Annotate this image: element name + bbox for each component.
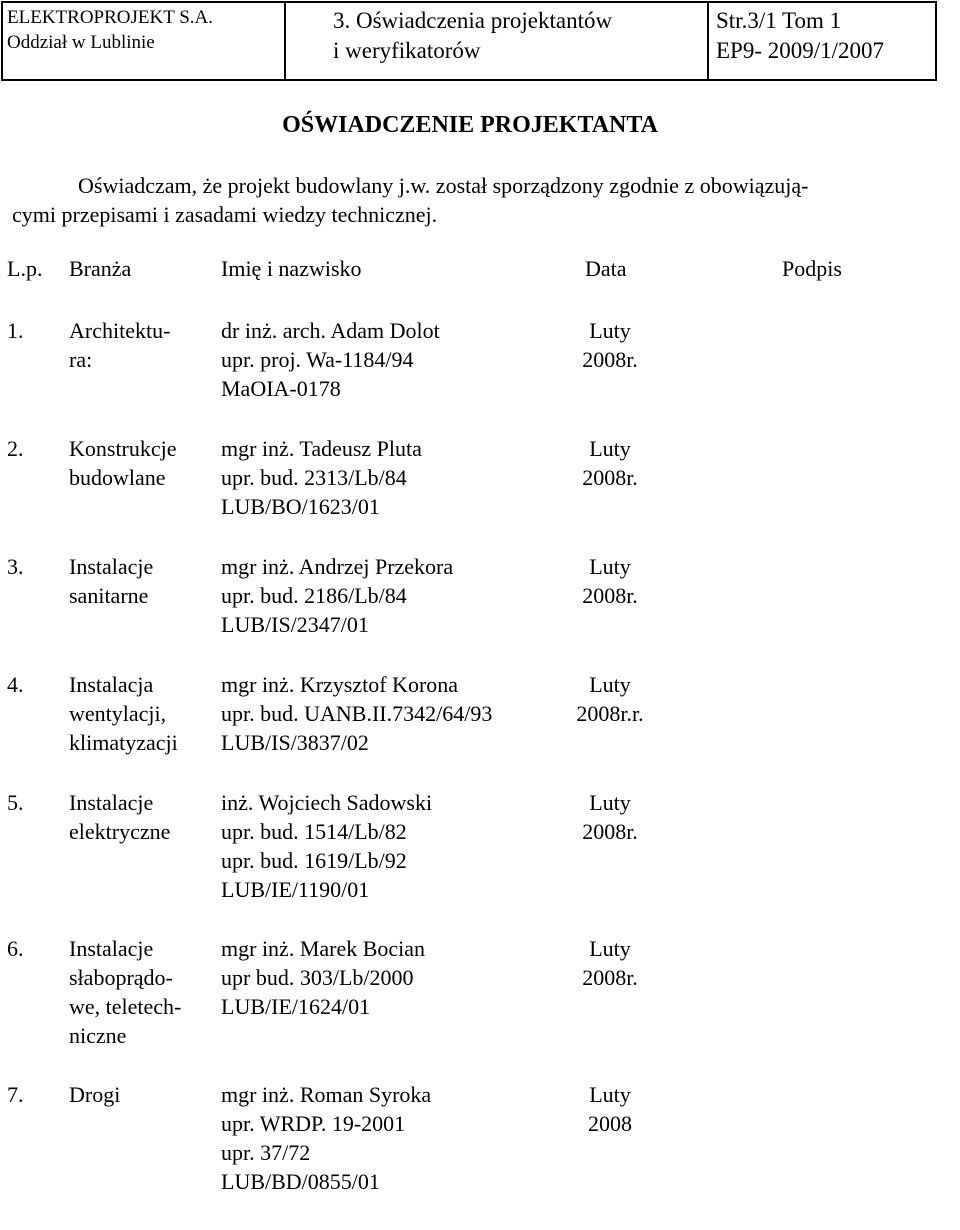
row-number: 6. (7, 936, 24, 961)
signature-date-line: 2008r. (582, 347, 638, 372)
designer-credentials-line: upr. bud. UANB.II.7342/64/93 (221, 701, 493, 726)
signature-date (560, 788, 660, 846)
signature-date-line: Luty (589, 1082, 631, 1107)
branch-name (69, 552, 153, 610)
designer-credentials-line: upr. 37/72 (221, 1140, 311, 1165)
row-number: 7. (7, 1082, 24, 1107)
signature-date (560, 434, 660, 492)
branch-name-line: ra: (69, 347, 93, 372)
signature-date-line: 2008r.r. (576, 701, 644, 726)
signature-date-line: Luty (589, 318, 631, 343)
document-title: OŚWIADCZENIE PROJEKTANTA (282, 112, 658, 138)
designer-credentials-line: LUB/IE/1624/01 (221, 994, 371, 1019)
branch-name-line: wentylacji, (69, 701, 167, 726)
designer-credentials (221, 1080, 431, 1196)
header-section-cell (286, 3, 709, 79)
branch-name-line: klimatyzacji (69, 730, 178, 755)
branch-name (69, 670, 178, 757)
branch-name (69, 316, 170, 374)
designer-credentials-line: upr. bud. 2186/Lb/84 (221, 583, 407, 608)
branch-name-line: Instalacje (69, 554, 154, 579)
header-page-cell (709, 3, 935, 79)
row-number: 1. (7, 318, 24, 343)
signature-date (560, 934, 660, 992)
statement-line1: Oświadczam, że projekt budowlany j.w. został sporządzony zgodnie z obowiązują- (78, 173, 809, 198)
branch-name (69, 434, 177, 492)
row-number: 5. (7, 790, 24, 815)
designer-credentials-line: mgr inż. Marek Bocian (221, 936, 426, 961)
designer-credentials-line: upr. bud. 1619/Lb/92 (221, 848, 407, 873)
designer-credentials-line: mgr inż. Krzysztof Korona (221, 672, 459, 697)
column-header-date: Data (585, 256, 627, 281)
designer-credentials-line: LUB/IS/2347/01 (221, 612, 369, 637)
signature-date-line: Luty (589, 790, 631, 815)
branch-name (69, 1080, 120, 1109)
row-number: 2. (7, 436, 24, 461)
designer-credentials-line: mgr inż. Tadeusz Pluta (221, 436, 422, 461)
branch-name-line: Instalacja (69, 672, 154, 697)
designer-credentials-line: LUB/IS/3837/02 (221, 730, 369, 755)
designer-credentials-line: mgr inż. Andrzej Przekora (221, 554, 454, 579)
designer-credentials-line: upr. bud. 1514/Lb/82 (221, 819, 407, 844)
designer-credentials-line: inż. Wojciech Sadowski (221, 790, 433, 815)
branch-name-line: Instalacje (69, 790, 154, 815)
branch-name (69, 934, 181, 1050)
signature-date-line: Luty (589, 554, 631, 579)
document-header (1, 1, 937, 81)
signature-date (560, 670, 660, 728)
designer-credentials-line: upr bud. 303/Lb/2000 (221, 965, 414, 990)
signature-date (560, 1080, 660, 1138)
branch-name (69, 788, 170, 846)
designer-credentials (221, 670, 492, 757)
signature-date-line: 2008 (588, 1111, 632, 1136)
signature-date-line: 2008r. (582, 465, 638, 490)
column-header-name: Imię i nazwisko (221, 256, 362, 281)
branch-name-line: Architektu- (69, 318, 171, 343)
section-title-line2: i weryfikatorów (333, 38, 481, 63)
designer-credentials-line: mgr inż. Roman Syroka (221, 1082, 432, 1107)
designer-credentials (221, 434, 422, 521)
designer-credentials (221, 934, 425, 1021)
signature-date-line: 2008r. (582, 583, 638, 608)
signature-date (560, 552, 660, 610)
branch-name-line: Drogi (69, 1082, 121, 1107)
company-branch: Oddział w Lublinie (7, 32, 155, 53)
signature-date-line: Luty (589, 436, 631, 461)
branch-name-line: sanitarne (69, 583, 149, 608)
designer-credentials-line: dr inż. arch. Adam Dolot (221, 318, 440, 343)
branch-name-line: Konstrukcje (69, 436, 177, 461)
branch-name-line: budowlane (69, 465, 166, 490)
designer-credentials-line: upr. bud. 2313/Lb/84 (221, 465, 407, 490)
signature-date-line: 2008r. (582, 819, 638, 844)
project-number: EP9- 2009/1/2007 (716, 38, 885, 63)
signature-date-line: Luty (589, 672, 631, 697)
branch-name-line: Instalacje (69, 936, 154, 961)
column-header-branch: Branża (69, 256, 132, 281)
signature-date-line: Luty (589, 936, 631, 961)
signature-date (560, 316, 660, 374)
row-number: 4. (7, 672, 24, 697)
designer-credentials-line: LUB/IE/1190/01 (221, 877, 370, 902)
page-number: Str.3/1 Tom 1 (716, 8, 842, 33)
signature-date-line: 2008r. (582, 965, 638, 990)
statement-line2: cymi przepisami i zasadami wiedzy technicznej. (12, 202, 438, 227)
designer-credentials-line: LUB/BD/0855/01 (221, 1169, 380, 1194)
company-name: ELEKTROPROJEKT S.A. (7, 7, 214, 28)
designer-credentials-line: upr. proj. Wa-1184/94 (221, 347, 414, 372)
row-number: 3. (7, 554, 24, 579)
branch-name-line: elektryczne (69, 819, 171, 844)
header-company-cell (3, 3, 286, 79)
designer-credentials-line: upr. WRDP. 19-2001 (221, 1111, 406, 1136)
branch-name-line: niczne (69, 1023, 127, 1048)
branch-name-line: słaboprądo- (69, 965, 173, 990)
designer-credentials (221, 788, 432, 904)
designer-credentials-line: LUB/BO/1623/01 (221, 494, 380, 519)
column-header-signature: Podpis (782, 256, 842, 281)
designer-credentials-line: MaOIA-0178 (221, 376, 341, 401)
column-header-lp: L.p. (7, 256, 43, 281)
designer-credentials (221, 552, 453, 639)
branch-name-line: we, teletech- (69, 994, 182, 1019)
section-title-line1: 3. Oświadczenia projektantów (333, 8, 613, 33)
designer-credentials (221, 316, 440, 403)
